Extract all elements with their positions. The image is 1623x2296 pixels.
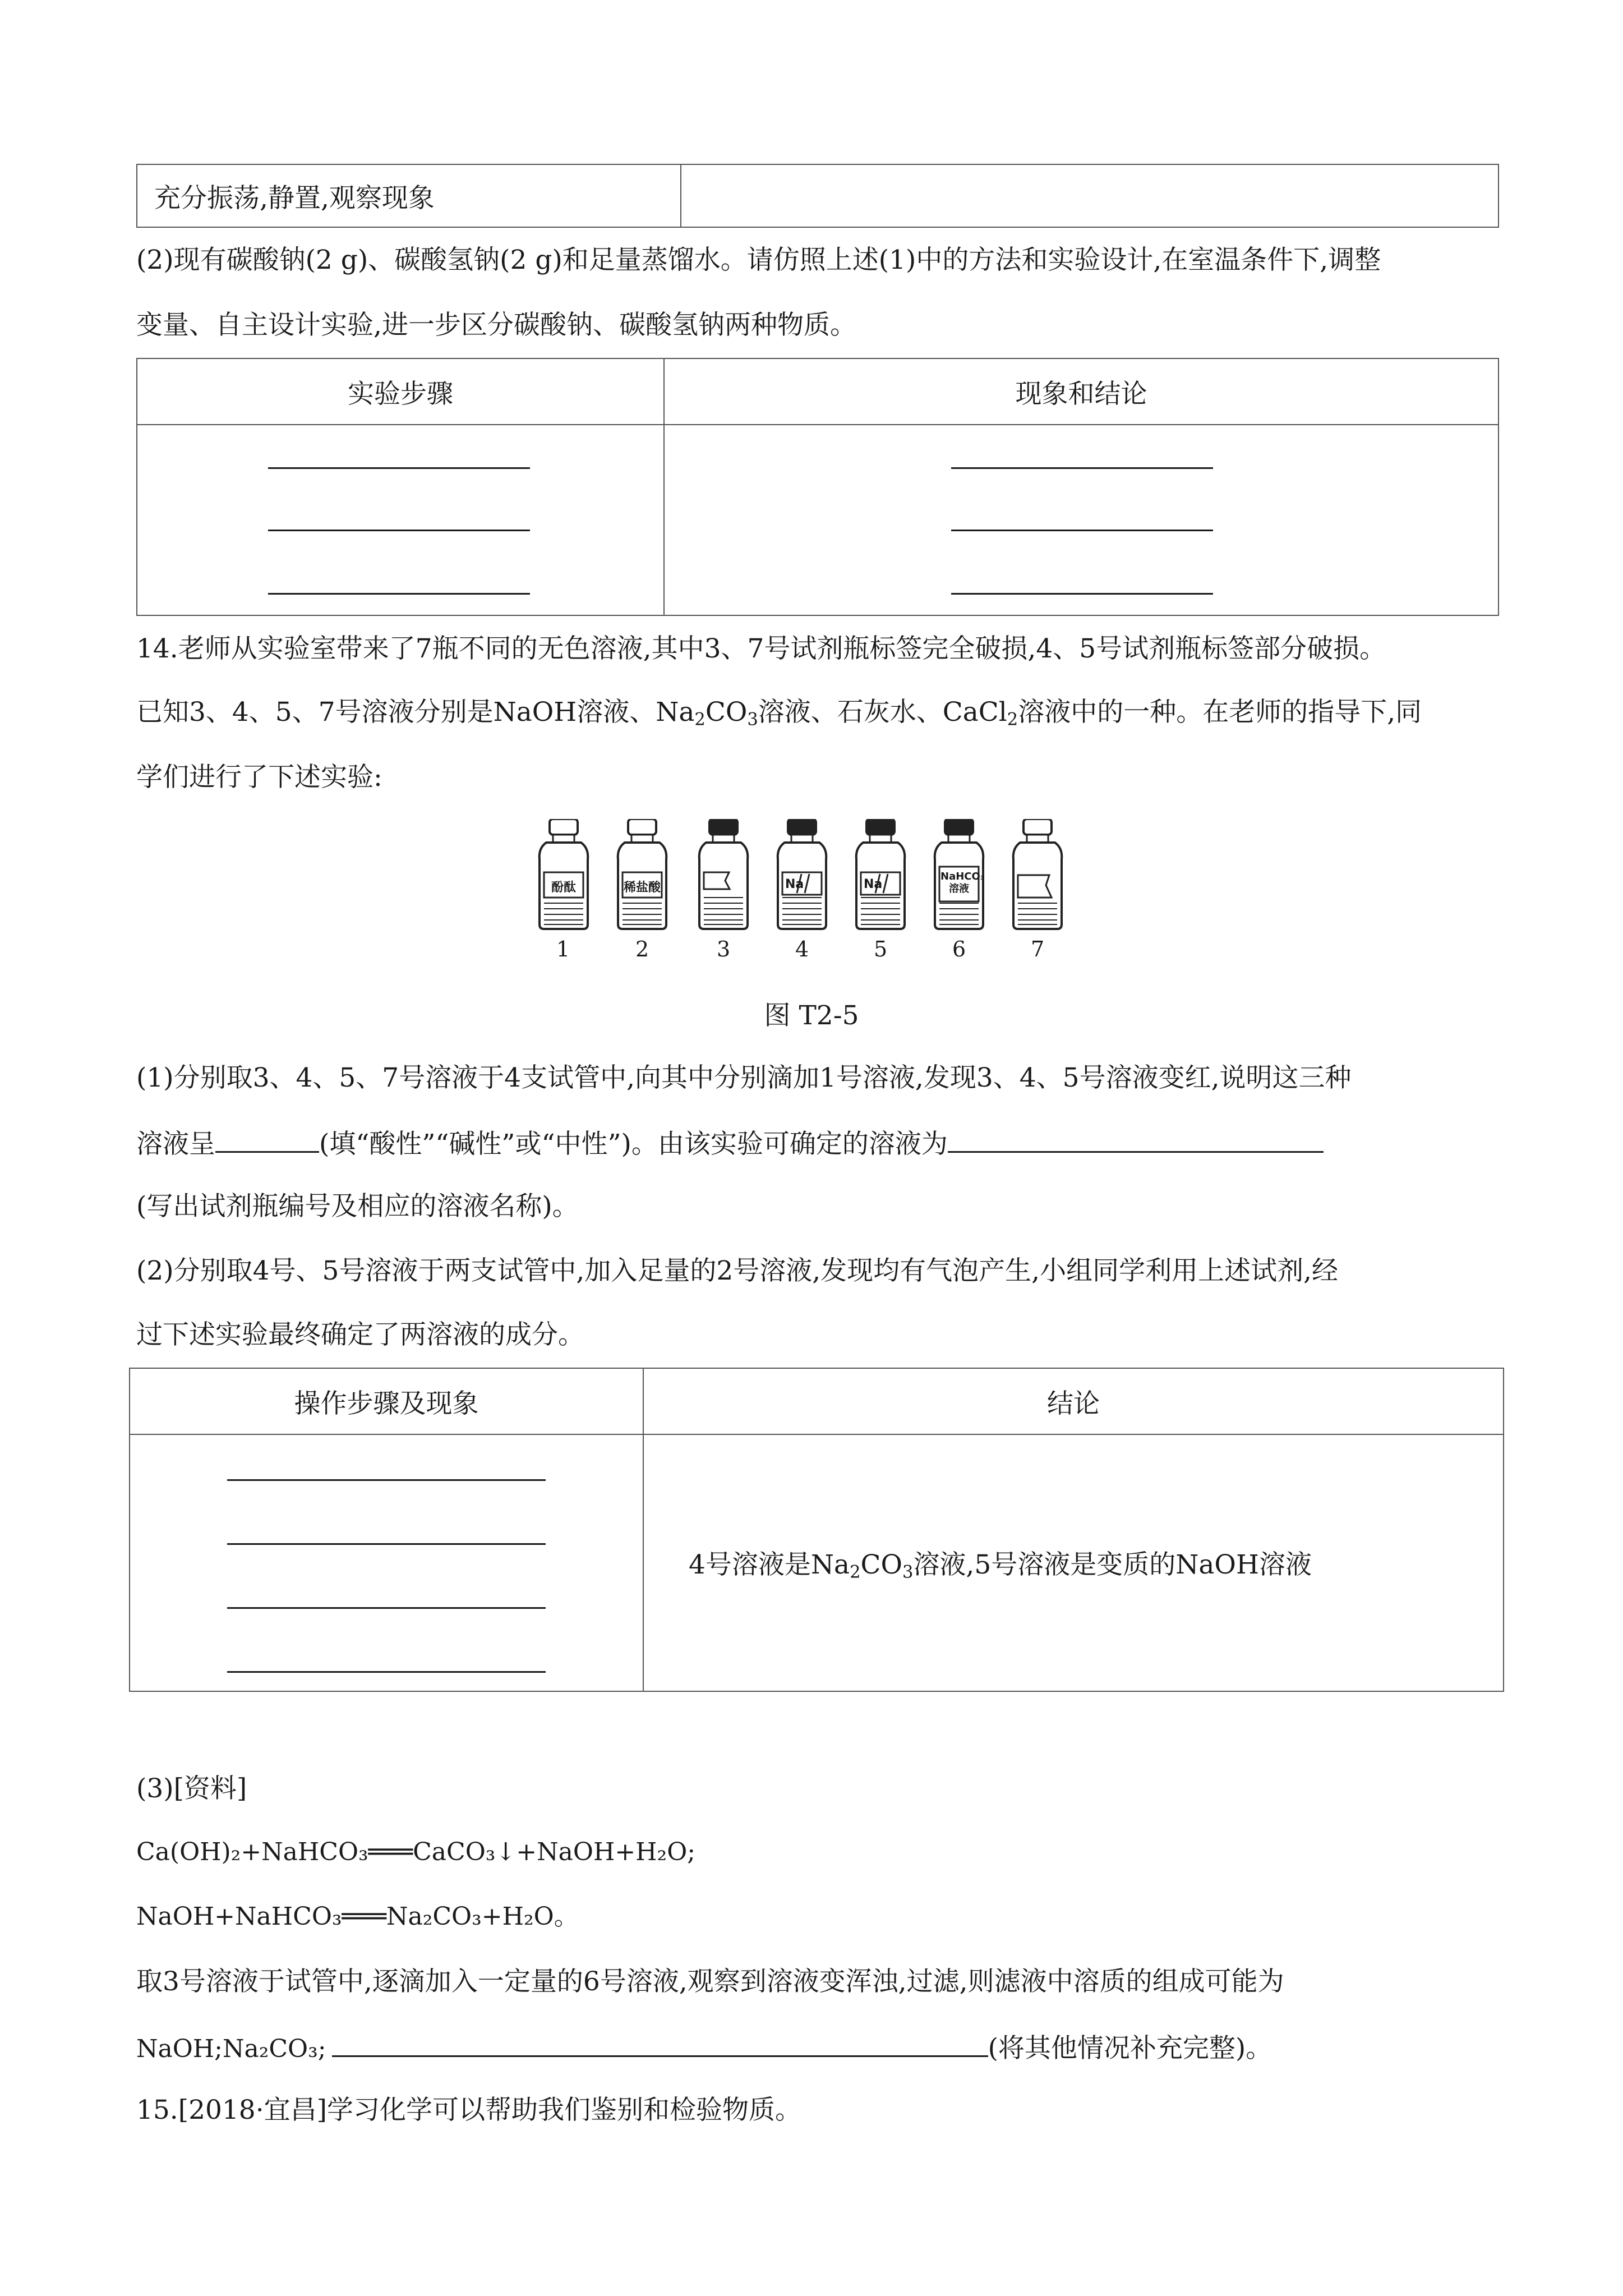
top-table [136, 164, 1499, 228]
table2-results-blank-3[interactable] [951, 593, 1213, 595]
bottle-2 [618, 819, 667, 929]
q14-line2-sub-2: 2 [694, 710, 706, 730]
top-table-cell-step [137, 164, 681, 227]
q14-part1-line1: (1)分别取3、4、5、7号溶液于4支试管中,向其中分别滴加1号溶液,发现3、4、5号溶液变红,说明这三种 [136, 1062, 1352, 1093]
equation-2: NaOH+NaHCO₃═══Na₂CO₃+H₂O。 [136, 1902, 579, 1931]
operation-conclusion-table [129, 1368, 1504, 1692]
q14-line2-part-g: 溶液中的一种。在老师的指导下,同 [1018, 697, 1422, 728]
q14-line1: 14.老师从实验室带来了7瓶不同的无色溶液,其中3、7号试剂瓶标签完全破损,4、5号试剂瓶标签部分破损。 [136, 633, 1386, 664]
acidity-answer-blank[interactable] [215, 1129, 319, 1153]
top-table-cell-result [681, 164, 1498, 227]
table2-header-results-text: 现象和结论 [1015, 378, 1147, 409]
table3-conclusion-text [689, 1549, 1312, 1580]
table2-results-answer-cell[interactable] [664, 425, 1498, 615]
table3-conclusion-sub-3: 3 [902, 1562, 914, 1582]
top-table-step-text: 充分振荡,静置,观察现象 [154, 182, 435, 214]
table3-operation-blank-1[interactable] [227, 1479, 546, 1481]
table2-header-steps-text: 实验步骤 [348, 378, 453, 409]
q14-line2 [136, 699, 1422, 729]
q14-part3-line1: 取3号溶液于试管中,逐滴加入一定量的6号溶液,观察到溶液变浑浊,过滤,则滤液中溶质的组成可能为 [136, 1966, 1284, 1997]
q14-line3: 学们进行了下述实验: [136, 762, 382, 793]
bottle-5-label: Na [864, 877, 883, 891]
table3-operation-blank-4[interactable] [227, 1671, 546, 1673]
table3-header-operation-text: 操作步骤及现象 [294, 1388, 479, 1419]
bottle-number-2: 2 [635, 937, 649, 961]
bottle-3 [699, 819, 748, 929]
table2-header-results [664, 358, 1498, 425]
bottle-1 [540, 819, 588, 929]
bottle-4 [778, 819, 827, 929]
table3-conclusion-sub-2: 2 [850, 1562, 861, 1582]
table3-conclusion-cell [643, 1434, 1504, 1691]
q14-part3-line2-a: NaOH;Na₂CO₃; [136, 2035, 326, 2063]
q14-part3-heading: (3)[资料] [136, 1773, 247, 1804]
figure-caption: 图 T2-5 [764, 1000, 859, 1031]
bottle-5 [856, 819, 905, 929]
filtrate-composition-blank[interactable] [332, 2033, 988, 2057]
q14-part3-line2-b: (将其他情况补充完整)。 [988, 2033, 1272, 2064]
q14-part1-line2-a: 溶液呈 [136, 1129, 215, 1159]
bottle-1-label: 酚酞 [551, 881, 576, 895]
table3-operation-blank-2[interactable] [227, 1543, 546, 1545]
table2-header-steps [137, 358, 664, 425]
q14-line2-sub-cacl: 2 [1007, 710, 1018, 730]
q14-part1-line2 [136, 1129, 1324, 1157]
table2-steps-blank-3[interactable] [268, 593, 530, 595]
bottle-number-3: 3 [717, 937, 731, 961]
reagent-bottles-figure [527, 819, 1088, 965]
table2-steps-blank-2[interactable] [268, 530, 530, 531]
table2-steps-blank-1[interactable] [268, 467, 530, 469]
table3-header-conclusion-text: 结论 [1047, 1388, 1100, 1419]
q14-part3-line2 [136, 2033, 1272, 2062]
table2-steps-answer-cell[interactable] [137, 425, 664, 615]
q13-part2-line1: (2)现有碳酸钠(2 g)、碳酸氢钠(2 g)和足量蒸馏水。请仿照上述(1)中的方法和实验设计,在室温条件下,调整 [136, 245, 1381, 275]
bottle-2-label: 稀盐酸 [623, 881, 661, 895]
experiment-design-table [136, 358, 1499, 616]
bottle-number-5: 5 [874, 937, 888, 961]
q14-part2-line1: (2)分别取4号、5号溶液于两支试管中,加入足量的2号溶液,发现均有气泡产生,小组同学利用上述试剂,经 [136, 1255, 1339, 1286]
bottle-number-6: 6 [952, 937, 966, 961]
table3-header-operation [130, 1368, 643, 1434]
q14-line2-part-c: CO [705, 697, 748, 728]
bottle-number-4: 4 [795, 937, 809, 961]
q14-part1-line2-b: (填“酸性”“碱性”或“中性”)。由该实验可确定的溶液为 [319, 1129, 948, 1159]
bottle-7 [1013, 819, 1062, 929]
bottle-6-label: NaHCO₃ 溶液 [940, 871, 985, 895]
equation-1: Ca(OH)₂+NaHCO₃═══CaCO₃↓+NaOH+H₂O; [136, 1838, 696, 1866]
identified-solution-blank[interactable] [948, 1129, 1324, 1153]
reagent-bottles-svg [527, 819, 1088, 931]
bottle-number-1: 1 [556, 937, 570, 961]
table3-operation-answer-cell[interactable] [130, 1434, 643, 1691]
bottle-4-label: Na [785, 877, 804, 891]
table3-operation-blank-3[interactable] [227, 1607, 546, 1609]
q13-part2-line2: 变量、自主设计实验,进一步区分碳酸钠、碳酸氢钠两种物质。 [136, 310, 856, 341]
q14-part1-line3: (写出试剂瓶编号及相应的溶液名称)。 [136, 1191, 579, 1222]
table3-header-conclusion [643, 1368, 1504, 1434]
q14-part2-line2: 过下述实验最终确定了两溶液的成分。 [136, 1319, 584, 1350]
table3-conclusion-c: CO [860, 1549, 902, 1580]
q14-line2-part-e: 溶液、石灰水、CaCl [758, 697, 1007, 728]
table2-results-blank-1[interactable] [951, 467, 1213, 469]
q14-line2-sub-3: 3 [747, 710, 758, 730]
q15-text: 15.[2018·宜昌]学习化学可以帮助我们鉴别和检验物质。 [136, 2095, 801, 2125]
table3-conclusion-e: 溶液,5号溶液是变质的NaOH溶液 [913, 1549, 1312, 1580]
q14-line2-part-a: 已知3、4、5、7号溶液分别是NaOH溶液、Na [136, 697, 695, 728]
table2-results-blank-2[interactable] [951, 530, 1213, 531]
table3-conclusion-a: 4号溶液是Na [689, 1549, 850, 1580]
bottle-number-7: 7 [1031, 937, 1045, 961]
